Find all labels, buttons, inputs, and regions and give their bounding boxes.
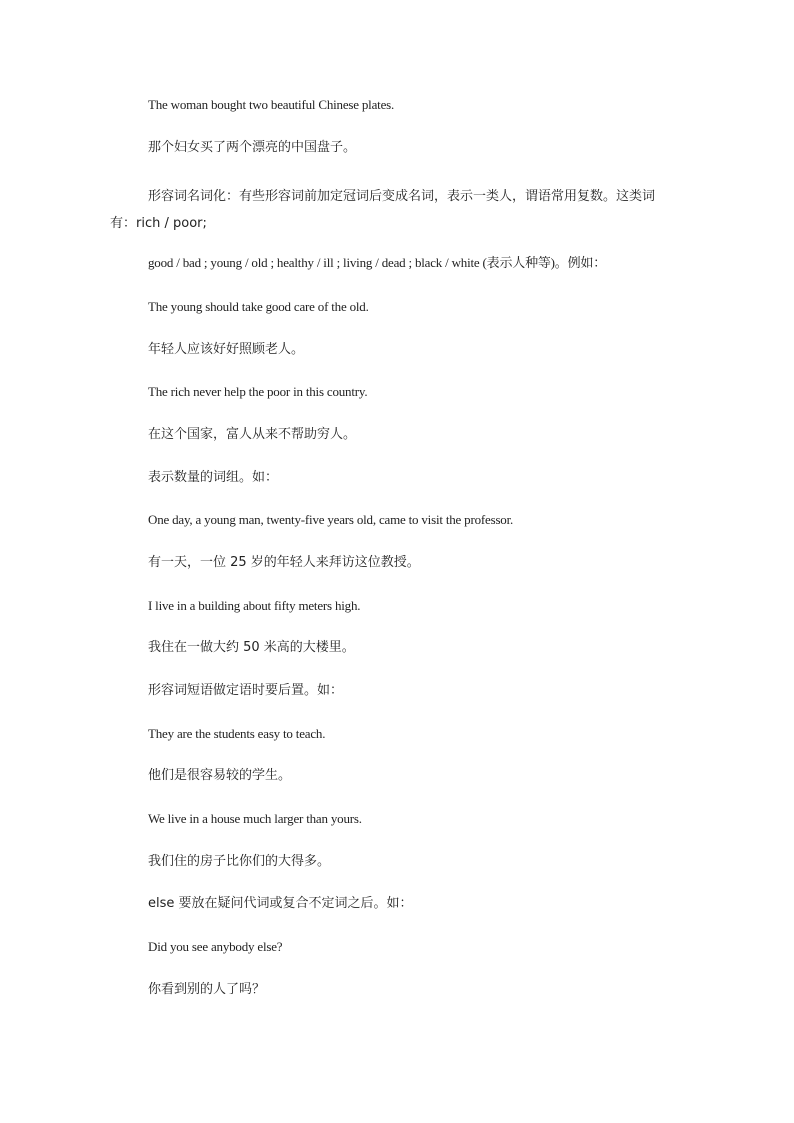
paragraph-6: 年轻人应该好好照顾老人。 [148,342,305,357]
paragraph-1: The woman bought two beautiful Chinese plates. [148,97,395,112]
paragraph-13: 我住在一做大约 50 米高的大楼里。 [148,640,355,655]
paragraph-12: I live in a building about fifty meters high. [148,598,361,613]
paragraph-14: 形容词短语做定语时要后置。如： [148,683,344,698]
paragraph-11: 有一天，一位 25 岁的年轻人来拜访这位教授。 [148,555,420,570]
paragraph-15: They are the students easy to teach. [148,726,326,741]
paragraph-19: else 要放在疑问代词或复合不定词之后。如： [148,896,413,911]
paragraph-5: The young should take good care of the old. [148,299,369,314]
paragraph-3: 形容词名词化：有些形容词前加定冠词后变成名词，表示一类人，谓语常用复数。这类词有：rich / poor; [110,189,656,231]
paragraph-7: The rich never help the poor in this country. [148,384,368,399]
paragraph-8: 在这个国家，富人从来不帮助穷人。 [148,427,357,442]
paragraph-20: Did you see anybody else? [148,939,283,954]
paragraph-2: 那个妇女买了两个漂亮的中国盘子。 [148,140,357,155]
paragraph-17: We live in a house much larger than yours. [148,811,362,826]
paragraph-21: 你看到别的人了吗？ [148,982,266,997]
paragraph-9: 表示数量的词组。如： [148,470,279,485]
paragraph-4: good / bad ; young / old ; healthy / ill ; living / dead ; black / white (表示人种等)。例如： [148,255,607,270]
paragraph-18: 我们住的房子比你们的大得多。 [148,854,331,869]
paragraph-10: One day, a young man, twenty-five years old, came to visit the professor. [148,512,514,527]
paragraph-16: 他们是很容易较的学生。 [148,768,292,783]
